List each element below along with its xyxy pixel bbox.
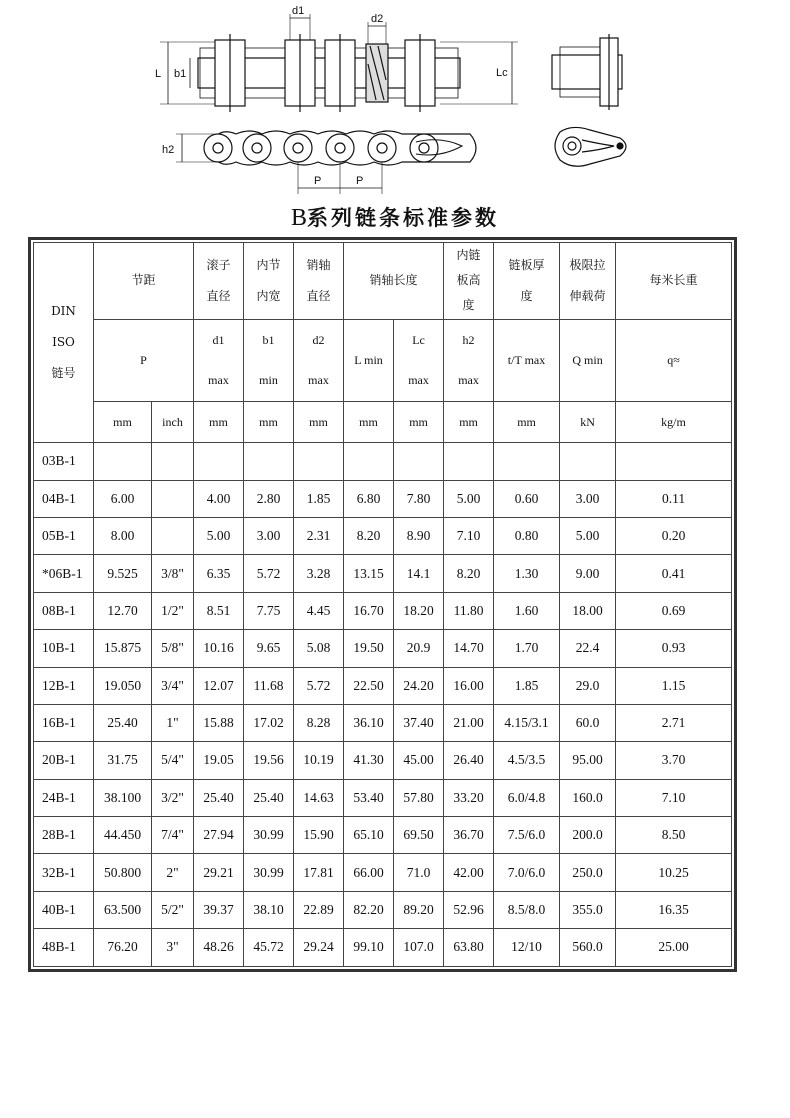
label-h2: h2 <box>162 144 175 156</box>
table-cell: 16.00 <box>444 667 494 704</box>
table-cell <box>152 480 194 517</box>
table-cell <box>94 443 152 480</box>
table-cell: 25.40 <box>194 779 244 816</box>
table-row <box>34 667 732 704</box>
col-pin-dia: 销轴 直径 <box>294 243 344 320</box>
table-cell: 3.70 <box>616 742 732 779</box>
label-p2: P <box>356 175 364 187</box>
table-cell: 200.0 <box>560 817 616 854</box>
sym-lc: Lc max <box>394 319 444 402</box>
table-cell: 3/8" <box>152 555 194 592</box>
table-row <box>34 630 732 667</box>
chain-number-cell: 16B-1 <box>34 704 94 741</box>
table-cell: 69.50 <box>394 817 444 854</box>
table-cell: 7.80 <box>394 480 444 517</box>
table-cell: 355.0 <box>560 891 616 928</box>
table-cell: 0.20 <box>616 517 732 554</box>
label-p1: P <box>314 175 322 187</box>
table-row <box>34 517 732 554</box>
table-cell: 2" <box>152 854 194 891</box>
col-pin-len: 销轴长度 <box>344 243 444 320</box>
table-cell: 15.90 <box>294 817 344 854</box>
table-cell: 1.70 <box>494 630 560 667</box>
table-cell: 5/4" <box>152 742 194 779</box>
table-cell: 44.450 <box>94 817 152 854</box>
table-cell: 8.00 <box>94 517 152 554</box>
table-cell: 53.40 <box>344 779 394 816</box>
table-cell: 3" <box>152 929 194 966</box>
table-cell: 10.19 <box>294 742 344 779</box>
table-cell: 12.70 <box>94 592 152 629</box>
table-cell: 11.68 <box>244 667 294 704</box>
table-body <box>34 443 732 966</box>
header-row-symbols <box>34 319 732 402</box>
table-cell: 57.80 <box>394 779 444 816</box>
col-plate-height: 内链 板高 度 <box>444 243 494 320</box>
table-cell: 29.0 <box>560 667 616 704</box>
table-cell: 30.99 <box>244 854 294 891</box>
table-cell: 17.02 <box>244 704 294 741</box>
sym-d2: d2 max <box>294 319 344 402</box>
table-cell: 82.20 <box>344 891 394 928</box>
table-cell: 0.80 <box>494 517 560 554</box>
table-cell: 0.41 <box>616 555 732 592</box>
table-cell: 60.0 <box>560 704 616 741</box>
table-cell: 8.50 <box>616 817 732 854</box>
table-row <box>34 443 732 480</box>
table-cell: 0.60 <box>494 480 560 517</box>
table-cell: 4.5/3.5 <box>494 742 560 779</box>
table-cell: 13.15 <box>344 555 394 592</box>
table-cell: 33.20 <box>444 779 494 816</box>
table-cell: 25.40 <box>244 779 294 816</box>
table-cell: 99.10 <box>344 929 394 966</box>
table-cell: 22.89 <box>294 891 344 928</box>
table-cell: 107.0 <box>394 929 444 966</box>
col-weight: 每米长重 <box>616 243 732 320</box>
col-roller-dia: 滚子 直径 <box>194 243 244 320</box>
table-cell <box>294 443 344 480</box>
table-cell: 63.500 <box>94 891 152 928</box>
unit-cell: mm <box>194 402 244 443</box>
label-b1: b1 <box>174 68 187 80</box>
table-cell <box>194 443 244 480</box>
table-cell: 41.30 <box>344 742 394 779</box>
table-cell <box>616 443 732 480</box>
table-cell: 5.00 <box>194 517 244 554</box>
unit-cell: mm <box>94 402 152 443</box>
chain-number-cell: 32B-1 <box>34 854 94 891</box>
table-cell: 50.800 <box>94 854 152 891</box>
table-cell: 1" <box>152 704 194 741</box>
table-cell: 18.00 <box>560 592 616 629</box>
table-cell: 7.10 <box>444 517 494 554</box>
sym-pitch: P <box>94 319 194 402</box>
table-cell: 5/8" <box>152 630 194 667</box>
table-cell: 4.15/3.1 <box>494 704 560 741</box>
unit-cell: mm <box>394 402 444 443</box>
col-plate-thick: 链板厚 度 <box>494 243 560 320</box>
table-cell: 95.00 <box>560 742 616 779</box>
sym-q: Q min <box>560 319 616 402</box>
table-cell: 26.40 <box>444 742 494 779</box>
chain-number-cell: 40B-1 <box>34 891 94 928</box>
table-cell: 0.11 <box>616 480 732 517</box>
table-cell: 30.99 <box>244 817 294 854</box>
table-cell: 14.1 <box>394 555 444 592</box>
table-cell: 1/2" <box>152 592 194 629</box>
table-cell: 15.88 <box>194 704 244 741</box>
table-cell: 3.28 <box>294 555 344 592</box>
table-cell <box>494 443 560 480</box>
table-cell: 65.10 <box>344 817 394 854</box>
table-cell: 29.21 <box>194 854 244 891</box>
title-text: 系列链条标准参数 <box>307 206 499 230</box>
table-cell: 5.00 <box>560 517 616 554</box>
table-cell: 19.50 <box>344 630 394 667</box>
table-row <box>34 929 732 966</box>
table-cell: 6.35 <box>194 555 244 592</box>
table-cell: 8.20 <box>344 517 394 554</box>
table-cell: 2.80 <box>244 480 294 517</box>
table-cell: 3/2" <box>152 779 194 816</box>
table-cell: 29.24 <box>294 929 344 966</box>
table-cell: 7/4" <box>152 817 194 854</box>
table-row <box>34 817 732 854</box>
sym-l: L min <box>344 319 394 402</box>
label-L: L <box>155 68 162 80</box>
table-cell: 10.16 <box>194 630 244 667</box>
table-cell: 24.20 <box>394 667 444 704</box>
table-cell: 12.07 <box>194 667 244 704</box>
table-cell: 7.10 <box>616 779 732 816</box>
table-cell: 6.0/4.8 <box>494 779 560 816</box>
unit-cell: kN <box>560 402 616 443</box>
table-cell: 1.30 <box>494 555 560 592</box>
table-cell: 31.75 <box>94 742 152 779</box>
table-row <box>34 742 732 779</box>
chain-number-cell: 12B-1 <box>34 667 94 704</box>
chain-number-cell: 20B-1 <box>34 742 94 779</box>
table-cell: 7.75 <box>244 592 294 629</box>
table-cell: 9.525 <box>94 555 152 592</box>
table-cell: 18.20 <box>394 592 444 629</box>
table-cell: 1.85 <box>494 667 560 704</box>
table-cell: 25.40 <box>94 704 152 741</box>
chain-number-cell: 48B-1 <box>34 929 94 966</box>
chain-diagram <box>0 0 790 200</box>
chain-number-cell: 08B-1 <box>34 592 94 629</box>
table-cell: 6.00 <box>94 480 152 517</box>
sym-h2: h2 max <box>444 319 494 402</box>
spec-table <box>33 242 732 967</box>
unit-cell: mm <box>244 402 294 443</box>
label-d1: d1 <box>292 5 305 17</box>
table-cell: 4.00 <box>194 480 244 517</box>
table-cell: 8.5/8.0 <box>494 891 560 928</box>
table-cell: 12/10 <box>494 929 560 966</box>
table-cell: 39.37 <box>194 891 244 928</box>
table-cell: 5.72 <box>244 555 294 592</box>
table-cell: 21.00 <box>444 704 494 741</box>
table-row <box>34 555 732 592</box>
table-row <box>34 891 732 928</box>
chain-number-cell: 10B-1 <box>34 630 94 667</box>
label-d2: d2 <box>371 13 384 25</box>
table-cell: 3.00 <box>560 480 616 517</box>
table-cell: 45.00 <box>394 742 444 779</box>
unit-cell: mm <box>294 402 344 443</box>
sym-d1: d1 max <box>194 319 244 402</box>
table-cell: 9.00 <box>560 555 616 592</box>
chain-number-cell: 03B-1 <box>34 443 94 480</box>
chain-number-cell: 05B-1 <box>34 517 94 554</box>
table-cell: 8.90 <box>394 517 444 554</box>
chain-number-cell: *06B-1 <box>34 555 94 592</box>
table-cell: 17.81 <box>294 854 344 891</box>
unit-cell: kg/m <box>616 402 732 443</box>
table-cell: 5/2" <box>152 891 194 928</box>
table-cell: 5.08 <box>294 630 344 667</box>
label-Lc: Lc <box>496 67 508 79</box>
page-title <box>0 202 790 232</box>
col-tensile: 极限拉 伸载荷 <box>560 243 616 320</box>
table-cell: 8.51 <box>194 592 244 629</box>
table-cell: 11.80 <box>444 592 494 629</box>
table-cell: 1.60 <box>494 592 560 629</box>
title-prefix: B <box>290 205 307 231</box>
table-cell: 8.28 <box>294 704 344 741</box>
table-cell: 19.05 <box>194 742 244 779</box>
sym-t: t/T max <box>494 319 560 402</box>
table-cell: 89.20 <box>394 891 444 928</box>
table-cell: 250.0 <box>560 854 616 891</box>
table-cell: 5.00 <box>444 480 494 517</box>
sym-weight: q≈ <box>616 319 732 402</box>
table-cell <box>560 443 616 480</box>
unit-cell: inch <box>152 402 194 443</box>
table-cell: 0.69 <box>616 592 732 629</box>
table-cell: 3.00 <box>244 517 294 554</box>
header-row-units <box>34 402 732 443</box>
chain-number-cell: 24B-1 <box>34 779 94 816</box>
table-cell: 16.70 <box>344 592 394 629</box>
unit-cell: mm <box>494 402 560 443</box>
table-cell: 37.40 <box>394 704 444 741</box>
header-row-names <box>34 243 732 320</box>
table-cell: 2.31 <box>294 517 344 554</box>
table-cell <box>344 443 394 480</box>
table-cell: 36.70 <box>444 817 494 854</box>
table-cell: 8.20 <box>444 555 494 592</box>
table-cell: 63.80 <box>444 929 494 966</box>
table-cell: 16.35 <box>616 891 732 928</box>
table-row <box>34 592 732 629</box>
table-cell: 52.96 <box>444 891 494 928</box>
unit-cell: mm <box>444 402 494 443</box>
table-cell: 1.15 <box>616 667 732 704</box>
col-chain-no: DIN ISO 链号 <box>34 243 94 443</box>
table-cell: 36.10 <box>344 704 394 741</box>
table-cell: 22.4 <box>560 630 616 667</box>
table-cell: 160.0 <box>560 779 616 816</box>
table-cell: 38.10 <box>244 891 294 928</box>
chain-number-cell: 04B-1 <box>34 480 94 517</box>
chain-number-cell: 28B-1 <box>34 817 94 854</box>
table-cell: 27.94 <box>194 817 244 854</box>
table-cell: 14.63 <box>294 779 344 816</box>
spec-table-frame <box>28 237 737 972</box>
table-row <box>34 480 732 517</box>
table-cell: 19.050 <box>94 667 152 704</box>
unit-cell: mm <box>344 402 394 443</box>
table-cell: 76.20 <box>94 929 152 966</box>
table-cell: 3/4" <box>152 667 194 704</box>
table-cell <box>244 443 294 480</box>
table-row <box>34 854 732 891</box>
table-cell: 38.100 <box>94 779 152 816</box>
table-cell <box>152 443 194 480</box>
table-cell: 4.45 <box>294 592 344 629</box>
table-cell: 66.00 <box>344 854 394 891</box>
table-cell <box>394 443 444 480</box>
table-cell: 2.71 <box>616 704 732 741</box>
table-cell: 48.26 <box>194 929 244 966</box>
table-cell: 7.0/6.0 <box>494 854 560 891</box>
table-cell: 25.00 <box>616 929 732 966</box>
table-cell: 19.56 <box>244 742 294 779</box>
table-cell: 5.72 <box>294 667 344 704</box>
table-cell: 560.0 <box>560 929 616 966</box>
table-row <box>34 779 732 816</box>
table-cell: 1.85 <box>294 480 344 517</box>
table-cell: 42.00 <box>444 854 494 891</box>
sym-b1: b1 min <box>244 319 294 402</box>
table-cell: 7.5/6.0 <box>494 817 560 854</box>
table-cell: 15.875 <box>94 630 152 667</box>
table-cell: 71.0 <box>394 854 444 891</box>
table-cell: 20.9 <box>394 630 444 667</box>
table-cell: 45.72 <box>244 929 294 966</box>
table-cell: 0.93 <box>616 630 732 667</box>
col-inner-width: 内节 内宽 <box>244 243 294 320</box>
table-cell: 6.80 <box>344 480 394 517</box>
table-cell: 10.25 <box>616 854 732 891</box>
table-cell: 9.65 <box>244 630 294 667</box>
col-pitch: 节距 <box>94 243 194 320</box>
table-cell <box>152 517 194 554</box>
table-cell: 22.50 <box>344 667 394 704</box>
table-cell: 14.70 <box>444 630 494 667</box>
table-cell <box>444 443 494 480</box>
table-row <box>34 704 732 741</box>
